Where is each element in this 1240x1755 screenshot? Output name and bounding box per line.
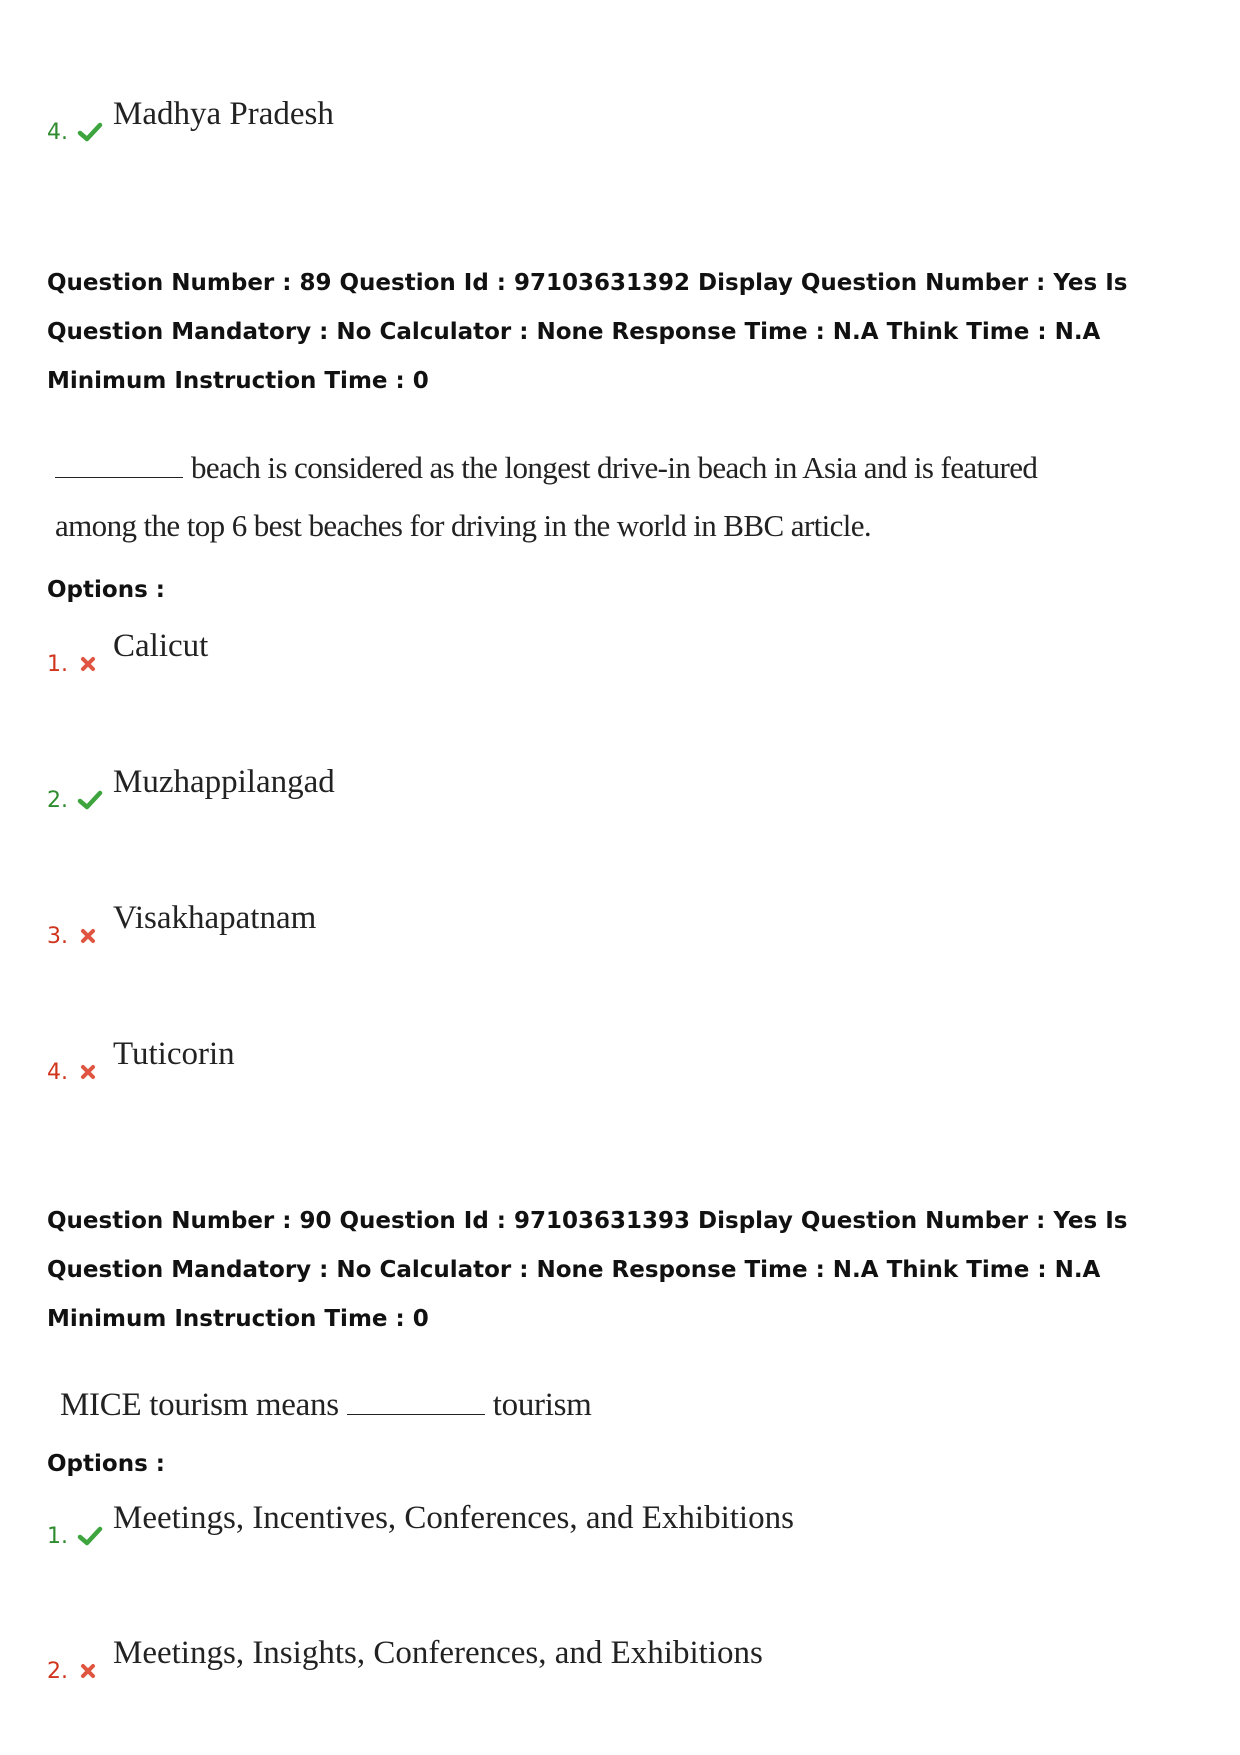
question-text: MICE tourism means: [60, 1387, 339, 1423]
option-text: Visakhapatnam: [113, 900, 317, 936]
checkmark-icon: [75, 1523, 105, 1549]
question-meta: Question Number : 90 Question Id : 97103631393 Display Question Number : Yes Is Question Mandatory : No Calculator : None Response Time : N.A Think Time : N.A Minimum Instruction Time : 0: [47, 1208, 1128, 1332]
fill-blank: [55, 451, 183, 478]
cross-icon: [75, 1059, 105, 1085]
option-text: Calicut: [113, 628, 209, 664]
option-text: Madhya Pradesh: [113, 96, 334, 132]
question-text-line: among the top 6 best beaches for driving in the world in BBC article.: [55, 508, 872, 543]
question-text-line: [55, 439, 1037, 497]
options-label: Options :: [47, 1451, 165, 1477]
checkmark-icon: [75, 787, 105, 813]
option-number: 1.: [47, 1524, 68, 1549]
option-number: 2.: [47, 788, 68, 813]
cross-icon: [75, 1658, 105, 1684]
option-text: Tuticorin: [113, 1036, 235, 1072]
question-text: tourism: [492, 1387, 592, 1423]
options-label: Options :: [47, 577, 165, 603]
checkmark-icon: [75, 119, 105, 145]
option-number: 1.: [47, 652, 68, 677]
cross-icon: [75, 651, 105, 677]
option-row: [47, 1635, 763, 1684]
question-text: beach is considered as the longest drive-in beach in Asia and is featured: [191, 450, 1038, 485]
option-row: [47, 764, 335, 813]
cross-icon: [75, 923, 105, 949]
option-number: 2.: [47, 1659, 68, 1684]
option-row: [47, 1036, 235, 1085]
question-text-line: [60, 1376, 592, 1434]
option-row: [47, 628, 209, 677]
option-text: Meetings, Insights, Conferences, and Exhibitions: [113, 1635, 763, 1671]
option-number: 4.: [47, 120, 68, 145]
option-row: [47, 900, 317, 949]
option-number: 3.: [47, 924, 68, 949]
option-text: Meetings, Incentives, Conferences, and Exhibitions: [113, 1500, 794, 1536]
option-row: [47, 1500, 794, 1549]
fill-blank: [347, 1388, 485, 1415]
option-text: Muzhappilangad: [113, 764, 335, 800]
option-row: [47, 96, 334, 145]
option-number: 4.: [47, 1060, 68, 1085]
question-meta: Question Number : 89 Question Id : 97103631392 Display Question Number : Yes Is Question Mandatory : No Calculator : None Response Time : N.A Think Time : N.A Minimum Instruction Time : 0: [47, 270, 1128, 394]
